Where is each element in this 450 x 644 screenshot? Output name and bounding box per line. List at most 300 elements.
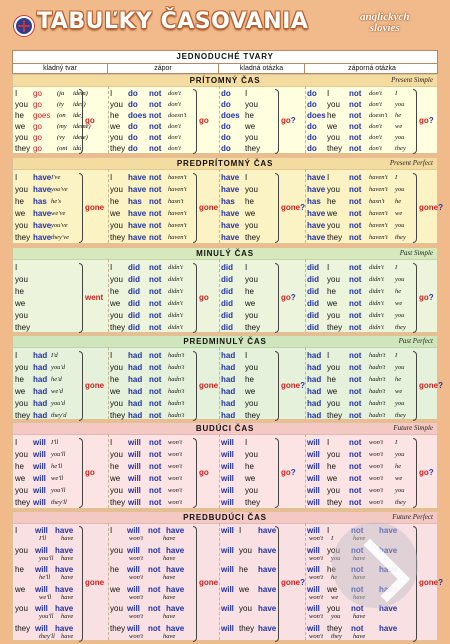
affirmative-contraction: I'll [51,439,59,446]
slovak-translation-pronoun: (ty [57,101,64,108]
question-auxiliary: did [221,287,233,296]
question-mark: ? [290,292,296,302]
question-pronoun: we [245,122,256,131]
negative-question-pronoun-alt: you [395,222,405,229]
affirmative-auxiliary: had [33,411,48,420]
negative-question-pronoun-alt: you [331,613,341,620]
affirmative-auxiliary: have [33,209,52,218]
question-have: have [258,565,277,574]
bracket-icon [193,526,197,642]
question-pronoun: they [245,411,261,420]
affirmative-will: will [35,623,48,633]
negative-not: not [149,221,162,230]
question-auxiliary: did [221,275,233,284]
negative-not: not [149,122,162,131]
negative-not: not [148,565,161,574]
section-title: PREDMINULÝ ČAS [183,337,267,346]
main-verb: go [85,116,95,125]
table-row [13,485,437,496]
main-verb [281,468,296,478]
question-mark: ? [428,116,434,125]
bracket-icon [193,173,197,243]
affirmative-pronoun: he [15,462,24,471]
negative-not: not [149,450,162,459]
negative-question-contraction: haven't [369,186,388,193]
affirmative-contraction: I've [51,174,61,181]
question-pronoun: I [245,173,248,182]
negative-pronoun: he [110,375,119,384]
negative-auxiliary: did [128,287,140,296]
negative-contraction: didn't [168,300,183,307]
negative-question-contraction: haven't [369,222,388,229]
negative-question-pronoun-alt: he [395,198,402,205]
negative-contraction: won't [129,632,144,640]
bracket-icon [413,173,417,243]
negative-question-not: not [349,197,362,206]
main-verb [281,203,305,213]
negative-contraction-have: have [163,632,176,640]
negative-not: not [149,462,162,471]
negative-question-not: not [351,526,364,535]
negative-question-contraction-have: have [353,613,366,620]
affirmative-contraction: you'll [39,554,54,562]
section-title: PREDPRÍTOMNÝ ČAS [176,159,274,168]
negative-question-contraction: don't [369,101,382,108]
negative-question-pronoun-alt: we [331,593,339,601]
question-auxiliary: will [221,486,234,495]
negative-question-contraction-have: have [353,593,366,601]
bracket-icon [193,89,197,154]
affirmative-will: will [35,584,48,594]
main-verb [281,116,296,126]
main-verb [281,381,305,391]
negative-pronoun: they [110,233,126,242]
affirmative-contraction: you'll [39,613,54,620]
negative-auxiliary: have [128,221,147,230]
affirmative-auxiliary: will [33,450,46,459]
negative-question-auxiliary: had [307,411,322,420]
negative-question-pronoun: they [327,323,343,332]
negative-have: have [166,623,185,633]
negative-contraction: won't [168,439,183,446]
affirmative-auxiliary: has [33,197,47,206]
negative-not: not [149,185,162,194]
negative-auxiliary: do [128,122,138,131]
negative-question-contraction: hadn't [369,376,386,383]
negative-have: have [166,545,185,555]
question-auxiliary: will [221,450,234,459]
negative-question-contraction-have: have [353,632,366,640]
negative-question-not: not [349,375,362,384]
negative-question-pronoun: you [327,185,340,194]
slovak-translation-verb: ideš) [73,101,86,108]
question-pronoun: we [245,474,256,483]
column-label-question: kladná otázka [219,63,305,74]
affirmative-pronoun: we [15,299,26,308]
negative-not: not [149,474,162,483]
negative-question-pronoun-alt: you [395,487,405,494]
negative-contraction: won't [168,451,183,458]
negative-question-contraction: don't [369,123,382,130]
negative-question-auxiliary: have [307,185,326,194]
negative-question-pronoun: you [327,100,340,109]
affirmative-auxiliary: have [33,221,52,230]
negative-not: not [149,197,162,206]
main-verb-word: gone [281,578,301,588]
negative-question-auxiliary: have [307,233,326,242]
negative-question-pronoun-alt: they [395,145,406,152]
main-verb: go [199,116,209,125]
bracket-icon [79,173,83,243]
negative-auxiliary: did [128,311,140,320]
negative-question-pronoun-alt: you [395,134,405,141]
question-pronoun: I [245,263,248,272]
affirmative-auxiliary: have [33,233,52,242]
negative-contraction: won't [129,574,144,581]
negative-question-pronoun-alt: we [395,210,403,217]
question-pronoun: he [245,197,254,206]
negative-contraction: didn't [168,264,183,271]
negative-contraction: didn't [168,288,183,295]
table-row [13,398,437,409]
negative-not: not [149,173,162,182]
table-row [13,220,437,231]
negative-question-contraction: won't [369,487,384,494]
negative-question-pronoun-alt: you [395,186,405,193]
main-verb-word: go [281,467,291,477]
negative-not: not [149,209,162,218]
negative-auxiliary: will [128,498,141,507]
question-auxiliary: did [221,299,233,308]
negative-question-auxiliary: had [307,351,322,360]
negative-question-will: will [307,526,320,535]
negative-question-have: have [379,623,398,633]
negative-question-pronoun-alt: they [395,499,406,506]
negative-not: not [149,100,162,109]
negative-contraction: won't [168,463,183,470]
question-pronoun: you [245,100,258,109]
negative-question-have: have [379,584,398,594]
negative-will: will [127,604,140,613]
bracket-icon [413,438,417,508]
negative-pronoun: you [110,450,123,459]
tense-section [12,247,438,333]
negative-question-pronoun-alt: they [395,234,406,241]
negative-question-contraction-have: have [353,574,366,581]
negative-pronoun: I [110,438,113,447]
question-auxiliary: do [221,122,231,131]
negative-question-not: not [349,486,362,495]
negative-question-auxiliary: did [307,263,319,272]
question-pronoun: we [245,299,256,308]
negative-question-not: not [349,462,362,471]
negative-pronoun: you [110,133,123,142]
negative-question-not: not [349,474,362,483]
table-row [13,449,437,460]
negative-question-pronoun: they [327,498,343,507]
affirmative-pronoun: I [15,438,18,447]
negative-not: not [149,323,162,332]
negative-question-not: not [351,545,364,555]
negative-question-pronoun: we [327,584,338,594]
negative-question-auxiliary: will [307,486,320,495]
negative-not: not [148,623,161,633]
negative-auxiliary: will [128,450,141,459]
negative-auxiliary: does [128,111,147,120]
negative-question-pronoun-alt: we [395,388,403,395]
question-have: have [258,604,277,613]
watermark-logo [332,522,418,608]
bracket-icon [79,438,83,508]
negative-question-auxiliary: does [307,111,326,120]
negative-question-pronoun: you [327,311,340,320]
negative-pronoun: we [110,387,121,396]
slovak-translation-pronoun: (vy [57,134,65,141]
negative-contraction-have: have [163,535,176,542]
affirmative-contraction: we've [51,210,66,217]
negative-question-pronoun: you [327,275,340,284]
negative-question-auxiliary: do [307,144,317,153]
negative-auxiliary: had [128,375,143,384]
negative-question-auxiliary: will [307,498,320,507]
negative-pronoun: I [110,173,113,182]
negative-question-pronoun-alt: I [395,352,398,359]
affirmative-pronoun: we [15,584,26,594]
affirmative-contraction: we'll [39,593,52,601]
section-title-bar [13,75,437,87]
affirmative-contraction: they've [51,234,69,241]
question-auxiliary: did [221,323,233,332]
question-auxiliary: do [221,100,231,109]
table-row [13,410,437,421]
question-auxiliary: has [221,197,235,206]
negative-question-pronoun: he [327,462,336,471]
negative-question-pronoun-alt: you [395,400,405,407]
negative-pronoun: you [110,100,123,109]
affirmative-pronoun: they [15,144,31,153]
bracket-icon [275,173,279,243]
page-subtitle [360,12,410,34]
negative-question-not: not [349,275,362,284]
negative-question-contraction: didn't [369,276,384,283]
table-row [13,132,437,143]
negative-question-not: not [349,89,362,98]
negative-have: have [166,604,185,613]
affirmative-auxiliary: will [33,486,46,495]
main-verb-word: go [419,116,429,125]
question-auxiliary: have [221,233,240,242]
negative-question-pronoun: he [327,111,336,120]
main-verb: gone [85,578,105,588]
table-row [13,172,437,183]
negative-question-pronoun-alt: I [395,264,398,271]
negative-pronoun: you [110,604,123,613]
negative-pronoun: we [110,584,121,594]
negative-contraction: don't [168,101,181,108]
question-pronoun: we [245,387,256,396]
bracket-icon [79,351,83,421]
affirmative-pronoun: I [15,89,18,98]
affirmative-pronoun: you [15,100,28,109]
negative-question-pronoun: we [327,387,338,396]
question-pronoun: you [245,185,258,194]
negative-pronoun: you [110,486,123,495]
affirmative-pronoun: he [15,111,24,120]
affirmative-pronoun: I [15,526,18,535]
main-verb-word: go [419,292,429,302]
negative-not: not [149,498,162,507]
page-title: TABUĽKY ČASOVANIA [37,9,309,34]
question-mark: ? [428,467,434,477]
negative-will: will [127,526,140,535]
main-verb: gone [199,202,219,212]
negative-not: not [148,604,161,613]
negative-pronoun: they [110,144,126,153]
question-auxiliary: had [221,387,236,396]
negative-question-contraction: won't [309,554,324,562]
main-verb-word: go [419,467,429,477]
section-title-bar [13,423,437,435]
negative-will: will [127,623,140,633]
section-title: PRÍTOMNÝ ČAS [189,76,261,85]
affirmative-contraction: you've [51,186,68,193]
negative-question-pronoun: you [327,363,340,372]
negative-contraction: hadn't [168,388,185,395]
negative-question-will: will [307,545,320,555]
question-have: have [258,584,277,594]
affirmative-contraction: I'll [39,535,47,542]
negative-will: will [127,584,140,594]
negative-auxiliary: will [128,474,141,483]
table-row [13,88,437,99]
question-pronoun: they [245,144,261,153]
bracket-icon [79,526,83,642]
affirmative-auxiliary: will [33,438,46,447]
tense-section [12,335,443,420]
negative-question-pronoun: he [327,375,336,384]
negative-question-pronoun-alt: I [331,535,334,542]
table-row [13,184,437,195]
table-row [13,362,437,373]
affirmative-contraction: they'll [51,499,67,506]
negative-question-pronoun: I [327,526,330,535]
bracket-icon [275,263,279,333]
negative-question-have: have [379,545,398,555]
question-auxiliary: have [221,173,240,182]
section-title: PREDBUDÚCI ČAS [183,513,267,522]
negative-auxiliary: will [128,438,141,447]
negative-question-pronoun: I [327,173,330,182]
negative-question-not: not [349,323,362,332]
affirmative-verb: go [33,122,42,131]
negative-auxiliary: had [128,387,143,396]
affirmative-pronoun: you [15,133,28,142]
negative-question-pronoun: we [327,122,338,131]
negative-question-contraction: won't [369,451,384,458]
negative-pronoun: they [110,498,126,507]
main-verb-word: go [281,116,291,125]
affirmative-contraction-have: have [61,632,74,640]
negative-contraction-have: have [163,574,176,581]
negative-not: not [149,411,162,420]
negative-question-pronoun-alt: he [395,376,402,383]
negative-question-not: not [349,450,362,459]
negative-pronoun: he [110,565,119,574]
negative-have: have [166,565,185,574]
section-english-name: Future Simple [393,424,433,432]
bracket-icon [275,89,279,154]
slovak-translation-verb: idem) [73,90,88,97]
negative-pronoun: we [110,209,121,218]
negative-question-pronoun: he [327,197,336,206]
table-row [13,262,437,273]
negative-contraction-have: have [163,613,176,620]
affirmative-verb: go [33,100,42,109]
negative-question-pronoun: we [327,299,338,308]
section-title: BUDÚCI ČAS [195,424,255,433]
question-will: will [221,565,234,574]
question-mark: ? [290,467,296,477]
negative-question-have: have [379,565,398,574]
negative-question-will: will [307,584,320,594]
negative-question-auxiliary: did [307,323,319,332]
bracket-icon [413,263,417,333]
affirmative-auxiliary: have [33,185,52,194]
negative-pronoun: you [110,275,123,284]
negative-question-pronoun-alt: he [331,574,338,581]
negative-question-contraction: doesn't [369,112,388,119]
bracket-icon [79,89,83,154]
negative-have: have [166,526,185,535]
main-verb: go [199,292,209,302]
column-header [12,50,438,74]
section-title: MINULÝ ČAS [196,249,254,258]
negative-contraction: haven't [168,174,187,181]
question-pronoun: you [239,604,252,613]
slovak-translation-verb: ideme) [73,123,91,130]
table-row [13,99,437,110]
question-pronoun: I [245,89,248,98]
negative-contraction: don't [168,123,181,130]
affirmative-pronoun: you [15,275,28,284]
negative-question-pronoun-alt: you [395,364,405,371]
negative-question-not: not [349,351,362,360]
negative-question-pronoun: you [327,221,340,230]
question-pronoun: he [245,375,254,384]
question-pronoun: you [245,311,258,320]
main-verb-word: gone [281,202,301,212]
column-label-affirmative: kladný tvar [13,63,108,74]
question-have: have [258,526,277,535]
negative-auxiliary: had [128,363,143,372]
negative-question-contraction: hadn't [369,364,386,371]
column-main-heading: JEDNODUCHÉ TVARY [13,51,437,64]
negative-contraction: hasn't [168,198,184,205]
question-auxiliary: had [221,399,236,408]
table-row [13,461,437,472]
affirmative-pronoun: we [15,474,26,483]
table-row [13,386,437,397]
table-row [13,437,437,448]
negative-not: not [149,311,162,320]
negative-question-not: not [349,133,362,142]
question-pronoun: they [245,323,261,332]
negative-question-not: not [349,363,362,372]
negative-question-pronoun-alt: he [395,463,402,470]
negative-question-pronoun: they [327,233,343,242]
column-label-negative-question: záporná otázka [348,65,396,72]
affirmative-pronoun: we [15,209,26,218]
